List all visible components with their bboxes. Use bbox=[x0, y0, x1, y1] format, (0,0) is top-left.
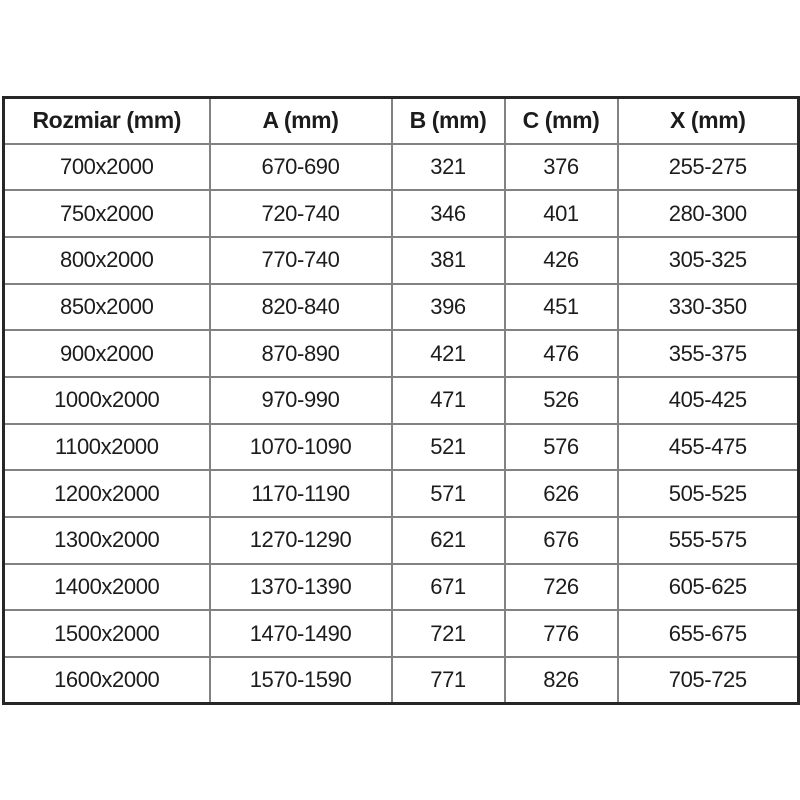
cell-c: 376 bbox=[505, 144, 618, 191]
cell-a: 820-840 bbox=[210, 284, 392, 331]
cell-b: 521 bbox=[392, 424, 505, 471]
cell-c: 476 bbox=[505, 330, 618, 377]
header-row bbox=[4, 98, 799, 144]
cell-x: 280-300 bbox=[618, 190, 799, 237]
table-row bbox=[4, 657, 799, 704]
cell-a: 1070-1090 bbox=[210, 424, 392, 471]
cell-a: 870-890 bbox=[210, 330, 392, 377]
table-row bbox=[4, 284, 799, 331]
cell-c: 676 bbox=[505, 517, 618, 564]
cell-a: 1270-1290 bbox=[210, 517, 392, 564]
cell-rozmiar: 1400x2000 bbox=[4, 564, 210, 611]
cell-rozmiar: 800x2000 bbox=[4, 237, 210, 284]
cell-a: 1170-1190 bbox=[210, 470, 392, 517]
cell-c: 401 bbox=[505, 190, 618, 237]
cell-b: 346 bbox=[392, 190, 505, 237]
cell-rozmiar: 1200x2000 bbox=[4, 470, 210, 517]
cell-b: 321 bbox=[392, 144, 505, 191]
table-row bbox=[4, 424, 799, 471]
cell-a: 770-740 bbox=[210, 237, 392, 284]
cell-a: 1370-1390 bbox=[210, 564, 392, 611]
column-header-x: X (mm) bbox=[618, 98, 799, 144]
table-header bbox=[4, 98, 799, 144]
cell-x: 455-475 bbox=[618, 424, 799, 471]
cell-b: 721 bbox=[392, 610, 505, 657]
cell-c: 826 bbox=[505, 657, 618, 704]
cell-x: 555-575 bbox=[618, 517, 799, 564]
cell-c: 426 bbox=[505, 237, 618, 284]
column-header-a: A (mm) bbox=[210, 98, 392, 144]
cell-rozmiar: 750x2000 bbox=[4, 190, 210, 237]
cell-rozmiar: 1600x2000 bbox=[4, 657, 210, 704]
dimensions-table bbox=[2, 96, 800, 705]
cell-a: 970-990 bbox=[210, 377, 392, 424]
cell-a: 720-740 bbox=[210, 190, 392, 237]
table-row bbox=[4, 190, 799, 237]
table-body bbox=[4, 144, 799, 704]
cell-b: 621 bbox=[392, 517, 505, 564]
column-header-b: B (mm) bbox=[392, 98, 505, 144]
table-row bbox=[4, 237, 799, 284]
table-row bbox=[4, 330, 799, 377]
cell-b: 771 bbox=[392, 657, 505, 704]
cell-c: 451 bbox=[505, 284, 618, 331]
cell-a: 670-690 bbox=[210, 144, 392, 191]
cell-x: 655-675 bbox=[618, 610, 799, 657]
cell-rozmiar: 1000x2000 bbox=[4, 377, 210, 424]
cell-b: 381 bbox=[392, 237, 505, 284]
cell-a: 1470-1490 bbox=[210, 610, 392, 657]
table-row bbox=[4, 377, 799, 424]
cell-x: 705-725 bbox=[618, 657, 799, 704]
table-row bbox=[4, 144, 799, 191]
cell-c: 726 bbox=[505, 564, 618, 611]
cell-rozmiar: 700x2000 bbox=[4, 144, 210, 191]
cell-c: 776 bbox=[505, 610, 618, 657]
cell-x: 355-375 bbox=[618, 330, 799, 377]
cell-x: 330-350 bbox=[618, 284, 799, 331]
table-row bbox=[4, 517, 799, 564]
cell-c: 576 bbox=[505, 424, 618, 471]
cell-b: 471 bbox=[392, 377, 505, 424]
cell-x: 505-525 bbox=[618, 470, 799, 517]
table-row bbox=[4, 470, 799, 517]
table-row bbox=[4, 564, 799, 611]
cell-rozmiar: 850x2000 bbox=[4, 284, 210, 331]
cell-x: 305-325 bbox=[618, 237, 799, 284]
cell-rozmiar: 1500x2000 bbox=[4, 610, 210, 657]
cell-b: 396 bbox=[392, 284, 505, 331]
cell-x: 255-275 bbox=[618, 144, 799, 191]
dimensions-table-container bbox=[2, 96, 797, 705]
cell-rozmiar: 1300x2000 bbox=[4, 517, 210, 564]
cell-x: 405-425 bbox=[618, 377, 799, 424]
cell-a: 1570-1590 bbox=[210, 657, 392, 704]
cell-b: 671 bbox=[392, 564, 505, 611]
cell-c: 526 bbox=[505, 377, 618, 424]
table-row bbox=[4, 610, 799, 657]
cell-rozmiar: 900x2000 bbox=[4, 330, 210, 377]
cell-b: 421 bbox=[392, 330, 505, 377]
cell-b: 571 bbox=[392, 470, 505, 517]
column-header-c: C (mm) bbox=[505, 98, 618, 144]
column-header-rozmiar: Rozmiar (mm) bbox=[4, 98, 210, 144]
cell-x: 605-625 bbox=[618, 564, 799, 611]
cell-c: 626 bbox=[505, 470, 618, 517]
cell-rozmiar: 1100x2000 bbox=[4, 424, 210, 471]
